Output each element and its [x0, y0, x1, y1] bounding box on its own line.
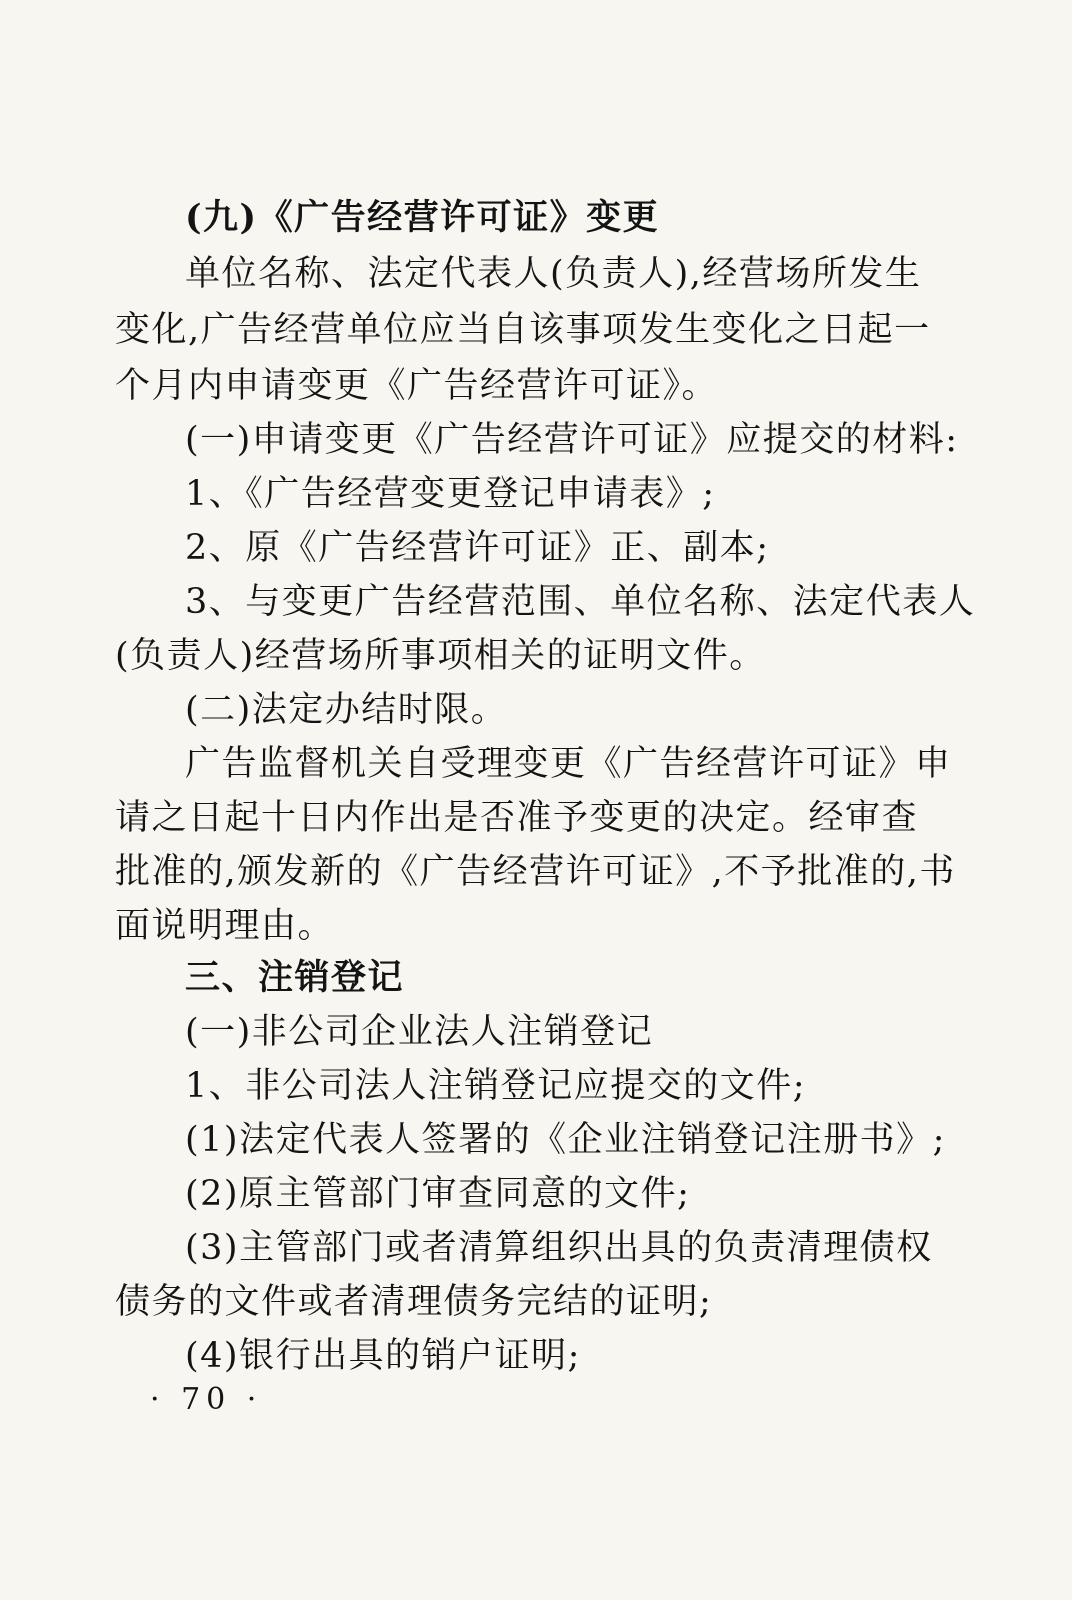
subheading-time-limit: (二)法定办结时限。: [185, 690, 508, 730]
paragraph-line: 请之日起十日内作出是否准予变更的决定。经审查: [115, 798, 919, 838]
list-item: (1)法定代表人签署的《企业注销登记注册书》;: [185, 1120, 946, 1160]
list-item: 1、《广告经营变更登记申请表》;: [185, 474, 716, 514]
paragraph-line: 单位名称、法定代表人(负责人),经营场所发生: [185, 254, 922, 294]
section-heading-cancellation: 三、注销登记: [185, 957, 405, 998]
list-item: 2、原《广告经营许可证》正、副本;: [185, 528, 770, 568]
paragraph-line: 批准的,颁发新的《广告经营许可证》,不予批准的,书: [115, 852, 956, 892]
section-heading-ad-license-change: (九)《广告经营许可证》变更: [185, 197, 660, 238]
subheading-non-company-cancellation: (一)非公司企业法人注销登记: [185, 1012, 654, 1052]
list-item: (4)银行出具的销户证明;: [185, 1336, 581, 1376]
paragraph-line: 广告监督机关自受理变更《广告经营许可证》申: [185, 744, 952, 784]
list-item-continuation: 债务的文件或者清理债务完结的证明;: [115, 1282, 713, 1322]
list-item: 3、与变更广告经营范围、单位名称、法定代表人: [185, 582, 976, 622]
paragraph-line: 变化,广告经营单位应当自该事项发生变化之日起一: [115, 310, 931, 350]
list-item-continuation: (负责人)经营场所事项相关的证明文件。: [115, 636, 766, 676]
paragraph-line: 个月内申请变更《广告经营许可证》。: [115, 366, 719, 406]
paragraph-line: 面说明理由。: [115, 906, 335, 946]
list-item: (2)原主管部门审查同意的文件;: [185, 1174, 691, 1214]
page-number: · 70 ·: [150, 1382, 263, 1417]
list-item: (3)主管部门或者清算组织出具的负责清理债权: [185, 1228, 933, 1268]
list-item: 1、非公司法人注销登记应提交的文件;: [185, 1066, 807, 1106]
subheading-materials: (一)申请变更《广告经营许可证》应提交的材料:: [185, 420, 959, 460]
